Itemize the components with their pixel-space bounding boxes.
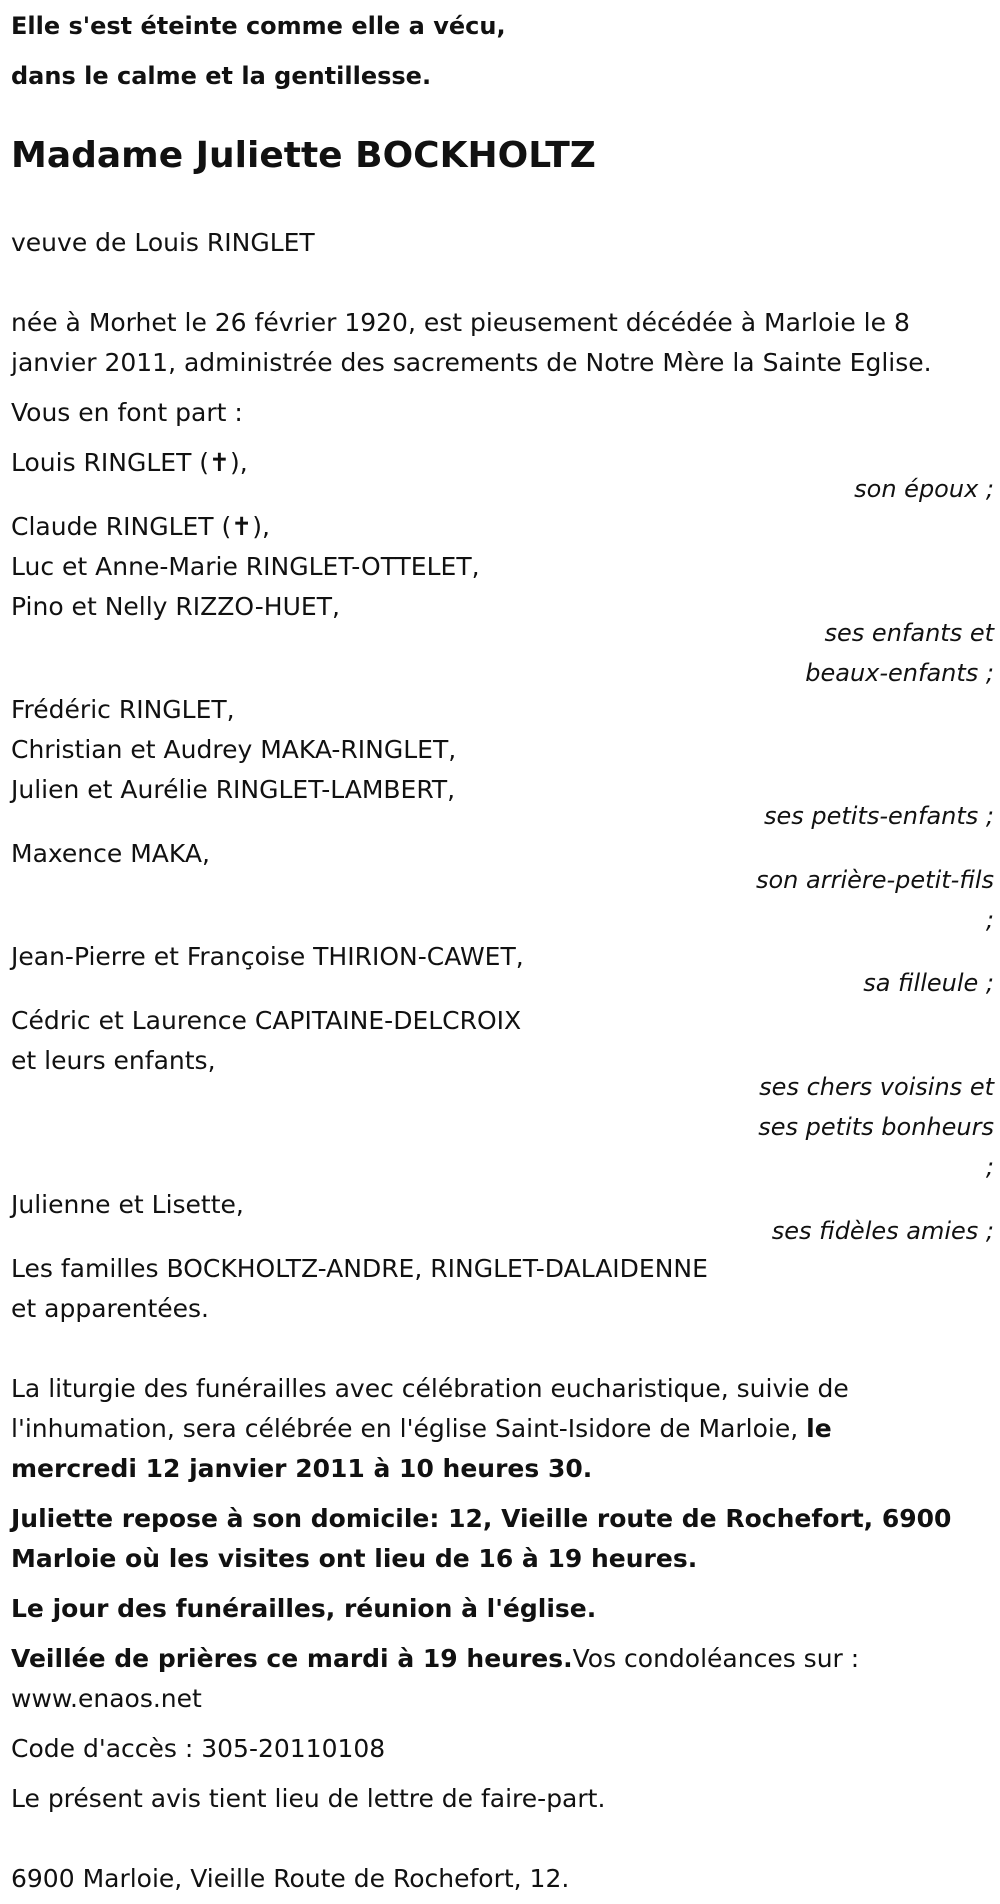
family-role: sa filleule ; [863,969,994,997]
intro-line-1: Elle s'est éteinte comme elle a vécu, [11,12,506,40]
family-name: Maxence MAKA, [11,839,210,868]
family-role: ses chers voisins et [759,1073,994,1101]
address: 6900 Marloie, Vieille Route de Rochefort, 12. [11,1864,570,1893]
family-role: ses petits-enfants ; [763,802,994,830]
vigil-time: Veillée de prières ce mardi à 19 heures. [11,1644,573,1673]
liturgy-date-start: le [806,1414,832,1443]
announcing: Vous en font part : [11,398,243,427]
website-link[interactable]: www.enaos.net [11,1684,202,1713]
family-role: son époux ; [854,475,994,503]
repose-line-2: Marloie où les visites ont lieu de 16 à 19 heures. [11,1544,698,1573]
birth-death-line-2: janvier 2011, administrée des sacrements de Notre Mère la Sainte Eglise. [11,348,932,377]
family-role: son arrière-petit-fils [755,866,994,894]
liturgy-date: mercredi 12 janvier 2011 à 10 heures 30. [11,1454,593,1483]
liturgy-line-2 [11,1409,832,1449]
deceased-name: Madame Juliette BOCKHOLTZ [11,135,596,176]
family-name: Les familles BOCKHOLTZ-ANDRE, RINGLET-DALAIDENNE [11,1254,708,1283]
family-name: Cédric et Laurence CAPITAINE-DELCROIX [11,1006,522,1035]
liturgy-line-1: La liturgie des funérailles avec célébration eucharistique, suivie de [11,1374,849,1403]
family-name: et leurs enfants, [11,1046,216,1075]
family-name: Julienne et Lisette, [11,1190,244,1219]
family-name: Louis RINGLET (✝), [11,448,248,477]
family-name: Frédéric RINGLET, [11,695,235,724]
notice-letter: Le présent avis tient lieu de lettre de faire-part. [11,1784,606,1813]
intro-line-2: dans le calme et la gentillesse. [11,62,432,90]
family-name: Christian et Audrey MAKA-RINGLET, [11,735,457,764]
family-name: Claude RINGLET (✝), [11,512,270,541]
widow-of: veuve de Louis RINGLET [11,228,315,257]
family-name: Luc et Anne-Marie RINGLET-OTTELET, [11,552,480,581]
family-name: Jean-Pierre et Françoise THIRION-CAWET, [11,942,524,971]
family-name: et apparentées. [11,1294,209,1323]
family-role: ; [985,1153,994,1181]
condolences-label: Vos condoléances sur : [572,1644,860,1673]
vigil-line [11,1639,859,1679]
repose-line-1: Juliette repose à son domicile: 12, Vieille route de Rochefort, 6900 [11,1504,952,1533]
family-role: beaux-enfants ; [805,659,994,687]
meeting-info: Le jour des funérailles, réunion à l'église. [11,1594,597,1623]
family-role: ses fidèles amies ; [771,1217,994,1245]
birth-death-line-1: née à Morhet le 26 février 1920, est pieusement décédée à Marloie le 8 [11,308,910,337]
family-name: Pino et Nelly RIZZO-HUET, [11,592,340,621]
family-role: ; [985,906,994,934]
family-role: ses enfants et [824,619,994,647]
access-code: Code d'accès : 305-20110108 [11,1734,386,1763]
liturgy-text: l'inhumation, sera célébrée en l'église Saint-Isidore de Marloie, [11,1414,807,1443]
family-role: ses petits bonheurs [758,1113,994,1141]
family-name: Julien et Aurélie RINGLET-LAMBERT, [11,775,456,804]
